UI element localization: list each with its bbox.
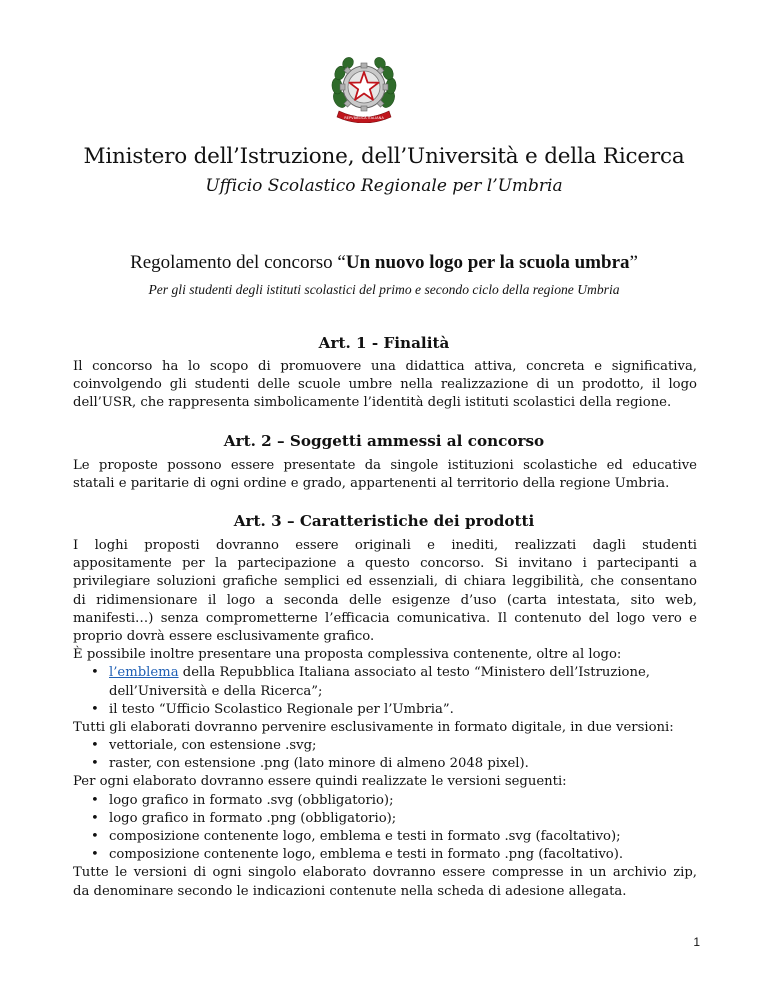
version-item: • raster, con estensione .png (lato minore di almeno 2048 pixel). bbox=[73, 755, 697, 773]
art2-line: statali e paritarie di ogni ordine e grado, appartenenti al territorio della regione Umbria. bbox=[73, 476, 670, 492]
art3-line: I loghi proposti dovranno essere originali e inediti, realizzati dagli studenti bbox=[73, 538, 697, 553]
art2-heading: Art. 2 – Soggetti ammessi al concorso bbox=[223, 432, 545, 450]
art3-line: manifesti…) senza comprometterne l’efficacia comunicativa. Il contenuto del logo vero e bbox=[73, 610, 697, 626]
art1-line: coinvolgendo gli studenti delle scuole umbre nella realizzazione di un prodotto, il logo bbox=[73, 377, 697, 393]
art3-line: proprio dovrà essere esclusivamente grafico. bbox=[73, 628, 375, 644]
list-intro: Per ogni elaborato dovranno essere quindi realizzate le versioni seguenti: bbox=[73, 774, 567, 790]
version-item: • vettoriale, con estensione .svg; bbox=[73, 737, 697, 755]
art1-line: dell’USR, che rappresenta simbolicamente l’identità degli istituti scolastici della regione. bbox=[73, 395, 672, 411]
page-number: 1 bbox=[693, 935, 700, 949]
regulation-title-bold: Un nuovo logo per la scuola umbra bbox=[345, 252, 630, 273]
versions-intro: Tutti gli elaborati dovranno pervenire esclusivamente in formato digitale, in due versioni: bbox=[73, 719, 674, 735]
art3-line: È possibile inoltre presentare una proposta complessiva contenente, oltre al logo: bbox=[73, 647, 622, 663]
art3-line: appositamente per la partecipazione a questo concorso. Si invitano i partecipanti a bbox=[73, 556, 697, 572]
art3-line: di ridimensionare il logo a seconda delle esigenze d’uso (carta intestata, sito web, bbox=[73, 592, 697, 608]
regulation-title-prefix: Regolamento del concorso “ bbox=[130, 252, 346, 273]
list-item: • logo grafico in formato .svg (obbligatorio); bbox=[73, 792, 697, 810]
italian-republic-emblem-icon bbox=[331, 53, 397, 123]
regulation-title bbox=[0, 252, 768, 274]
list-item: • logo grafico in formato .png (obbligatorio); bbox=[73, 810, 697, 828]
ministry-title: Ministero dell’Istruzione, dell’Università e della Ricerca bbox=[83, 144, 685, 169]
art1-heading: Art. 1 - Finalità bbox=[318, 334, 450, 352]
art3-line: privilegiare soluzioni grafiche semplici ed essenziali, di chiara leggibilità, che consentano bbox=[73, 574, 697, 590]
bullet-emblem-continued: dell’Università e della Ricerca”; bbox=[109, 683, 323, 699]
emblem-link[interactable]: l’emblema bbox=[109, 665, 179, 681]
closing-line: Tutte le versioni di ogni singolo elaborato dovranno essere compresse in un archivio zip, bbox=[73, 865, 697, 881]
art2-line: Le proposte possono essere presentate da singole istituzioni scolastiche ed educative bbox=[73, 458, 697, 473]
list-item: • composizione contenente logo, emblema e testi in formato .svg (facoltativo); bbox=[73, 828, 697, 846]
art1-line: Il concorso ha lo scopo di promuovere una didattica attiva, concreta e significativa, bbox=[73, 359, 697, 374]
art3-heading: Art. 3 – Caratteristiche dei prodotti bbox=[233, 512, 535, 530]
bullet-office-text: • il testo “Ufficio Scolastico Regionale per l’Umbria”. bbox=[73, 701, 697, 719]
art3-body bbox=[73, 537, 697, 901]
bullet-emblem bbox=[73, 664, 697, 682]
closing-line: da denominare secondo le indicazioni contenute nella scheda di adesione allegata. bbox=[73, 883, 627, 899]
art1-body bbox=[73, 358, 697, 413]
list-item: • composizione contenente logo, emblema e testi in formato .png (facoltativo). bbox=[73, 846, 697, 864]
emblem-ribbon-text: REPVBBLICA ITALIANA bbox=[344, 116, 384, 120]
regulation-subtitle: Per gli studenti degli istituti scolastici del primo e secondo ciclo della regione Umbria bbox=[148, 282, 620, 297]
regulation-title-suffix: ” bbox=[629, 252, 638, 273]
office-subtitle: Ufficio Scolastico Regionale per l’Umbria bbox=[205, 176, 563, 196]
art2-body bbox=[73, 457, 697, 493]
bullet-emblem-text: della Repubblica Italiana associato al testo “Ministero dell’Istruzione, bbox=[178, 665, 650, 681]
